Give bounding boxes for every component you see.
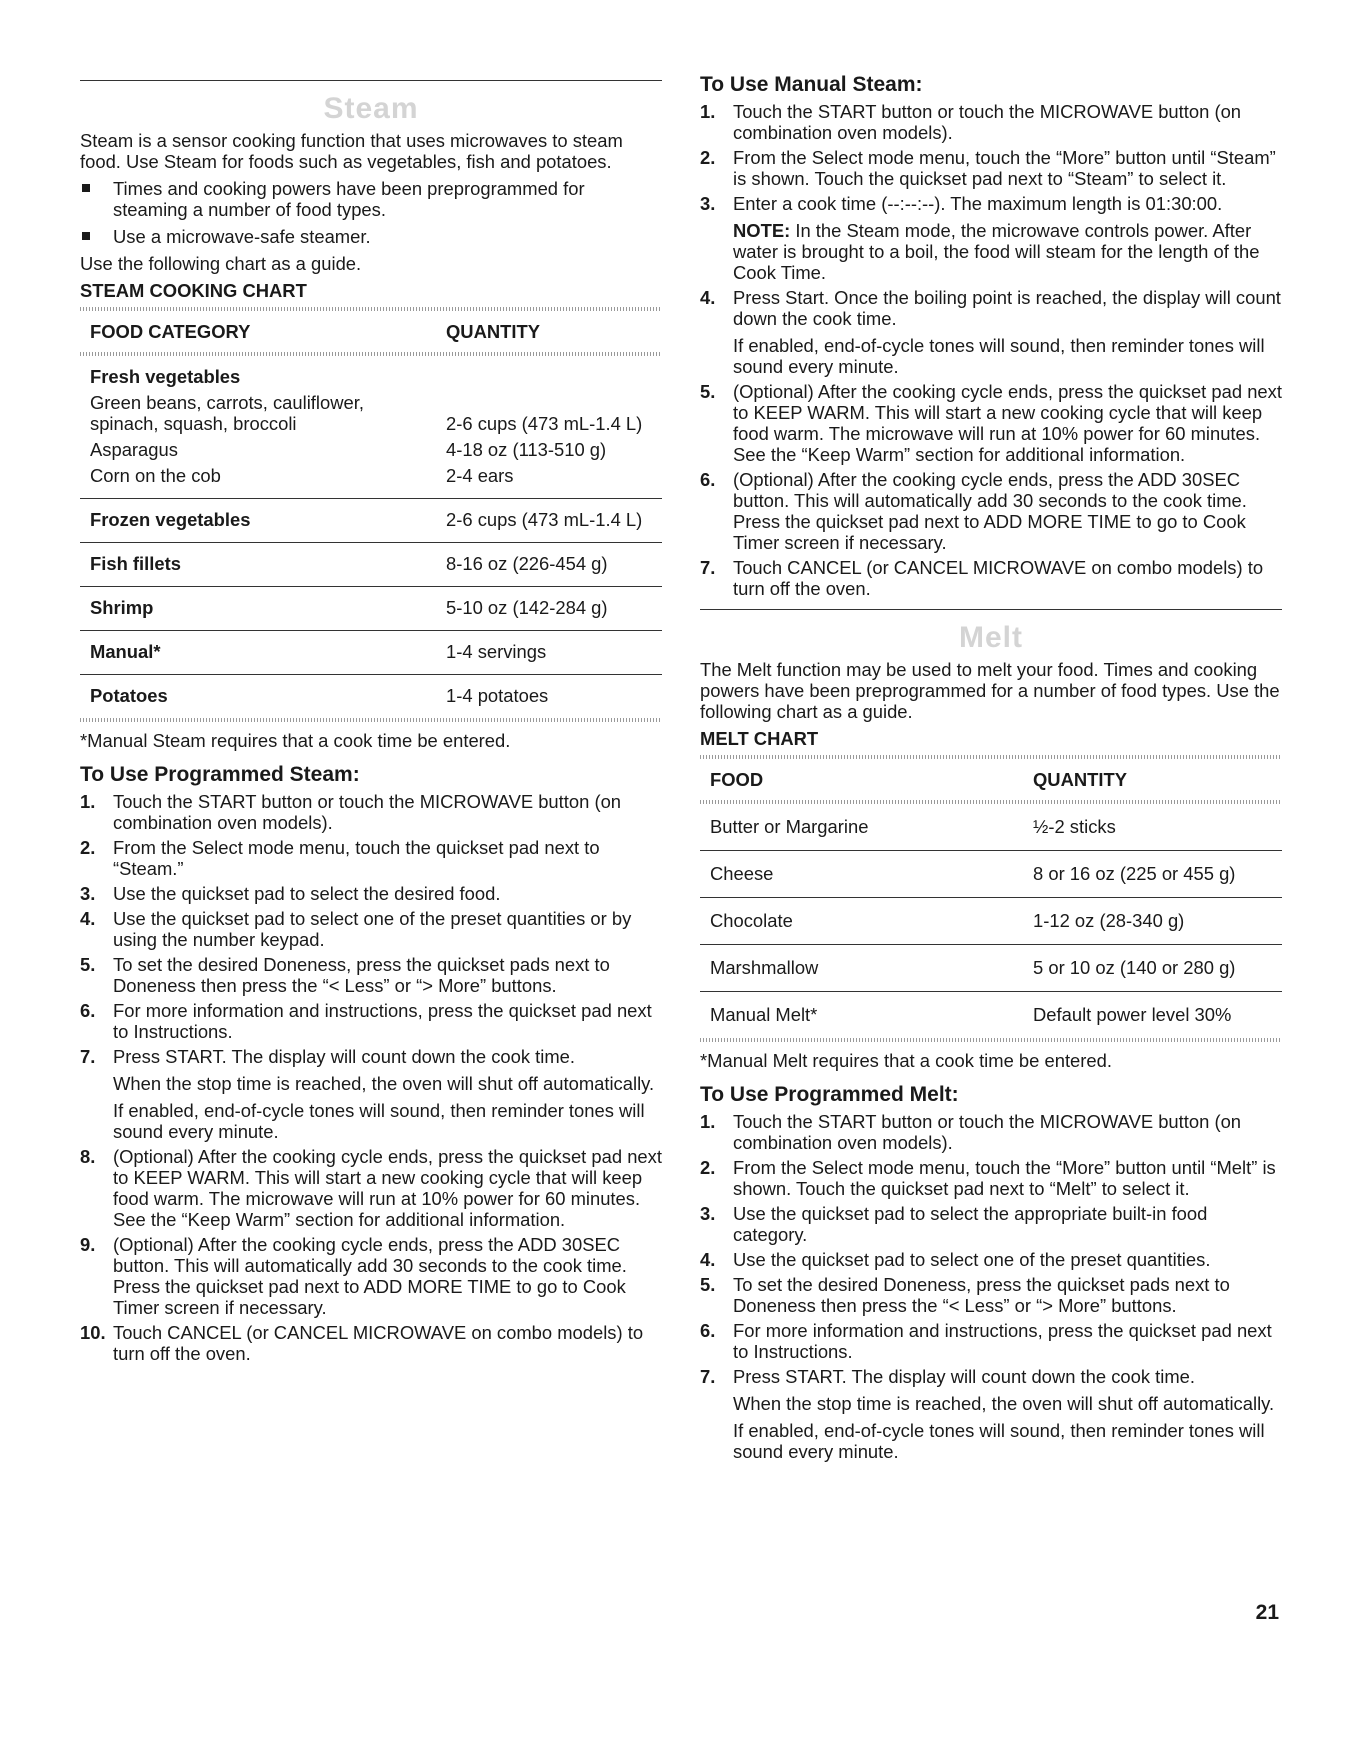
table-cell: 1-4 servings <box>436 631 662 675</box>
list-item: Use a microwave-safe steamer. <box>80 226 662 247</box>
table-cell: Manual Melt* <box>710 1004 818 1025</box>
table-cell: 2-6 cups (473 mL-1.4 L) <box>446 413 643 434</box>
list-item: 2. From the Select mode menu, touch the “More” button until “Steam” is shown. Touch the quickset pad next to “Steam” to select it. <box>700 147 1276 189</box>
table-row <box>700 804 1282 851</box>
table-cell: 5-10 oz (142-284 g) <box>436 587 662 631</box>
table-cell: Frozen vegetables <box>80 499 436 543</box>
table-cell: Asparagus <box>90 439 178 460</box>
list-item: 6. (Optional) After the cooking cycle ends, press the ADD 30SEC button. This will automatically add 30 seconds to the cook time. Press the quickset pad next to ADD MORE TIME to go to Cook Timer screen if necessary. <box>700 469 1247 553</box>
list-item: 5. To set the desired Doneness, press the quickset pads next to Doneness then press the “< Less” or “> More” buttons. <box>80 954 610 996</box>
melt-chart-title: MELT CHART <box>700 728 819 749</box>
list-item: 2. From the Select mode menu, touch the “More” button until “Melt” is shown. Touch the quickset pad next to “Melt” to select it. <box>700 1157 1276 1199</box>
left-column <box>80 80 662 1368</box>
table-cell: 2-4 ears <box>436 460 662 499</box>
melt-title: Melt <box>959 621 1023 654</box>
table-cell: Fish fillets <box>80 543 436 587</box>
programmed-melt-heading: To Use Programmed Melt: <box>700 1083 959 1106</box>
melt-chart-header <box>700 759 1282 800</box>
table-cell: Chocolate <box>700 898 1023 945</box>
steam-chart-header <box>80 311 662 352</box>
table-row <box>80 392 662 434</box>
list-item: 6. For more information and instructions, press the quickset pad next to Instructions. <box>80 1000 652 1042</box>
list-item: 3. Use the quickset pad to select the appropriate built-in food category. <box>700 1203 1208 1245</box>
table-row <box>700 992 1282 1039</box>
steam-intro: Steam is a sensor cooking function that uses microwaves to steam food. Use Steam for foods such as vegetables, fish and potatoes. <box>80 130 623 172</box>
column-header-food: FOOD <box>710 769 764 790</box>
table-divider <box>80 307 662 311</box>
table-cell: 8-16 oz (226-454 g) <box>436 543 662 587</box>
list-item: 6. For more information and instructions, press the quickset pad next to Instructions. <box>700 1320 1272 1362</box>
table-cell: Manual* <box>80 631 436 675</box>
table-cell: 8 or 16 oz (225 or 455 g) <box>1023 851 1282 898</box>
right-column <box>700 73 1282 1466</box>
table-divider <box>700 800 1282 804</box>
list-item: 9. (Optional) After the cooking cycle ends, press the ADD 30SEC button. This will automatically add 30 seconds to the cook time. Press the quickset pad next to ADD MORE TIME to go to Cook Timer screen if necessary. <box>80 1234 627 1318</box>
list-item: 1. Touch the START button or touch the MICROWAVE button (on combination oven models). <box>700 101 1242 143</box>
steam-title: Steam <box>323 92 419 125</box>
table-cell: 4-18 oz (113-510 g) <box>446 439 607 460</box>
list-item: 7. Press START. The display will count down the cook time. When the stop time is reached, the oven will shut off automatically. If enabled, end-of-cycle tones will sound, then reminder tones will sound every minute. <box>80 1046 655 1142</box>
table-cell: Fresh vegetables <box>90 366 241 387</box>
table-cell: 2-6 cups (473 mL-1.4 L) <box>436 499 662 543</box>
table-divider <box>700 1038 1282 1042</box>
melt-chart <box>700 804 1282 1038</box>
section-rule <box>700 609 1282 610</box>
table-row <box>80 499 662 543</box>
table-row <box>80 543 662 587</box>
list-item: 3. Use the quickset pad to select the desired food. <box>80 883 501 904</box>
steam-footnote: *Manual Steam requires that a cook time be entered. <box>80 730 511 751</box>
table-cell: Default power level 30% <box>1033 1004 1232 1025</box>
list-item: 10. Touch CANCEL (or CANCEL MICROWAVE on combo models) to turn off the oven. <box>80 1322 644 1364</box>
melt-footnote: *Manual Melt requires that a cook time be entered. <box>700 1050 1112 1071</box>
table-row <box>80 587 662 631</box>
list-item: Times and cooking powers have been preprogrammed for steaming a number of food types. <box>80 178 662 220</box>
table-row <box>80 675 662 719</box>
table-divider <box>80 352 662 356</box>
table-cell: 1-4 potatoes <box>446 685 549 706</box>
list-item: 4. Press Start. Once the boiling point is reached, the display will count down the cook time. If enabled, end-of-cycle tones will sound, then reminder tones will sound every minute. <box>700 287 1281 377</box>
table-cell: Potatoes <box>90 685 168 706</box>
table-cell: ½-2 sticks <box>1023 804 1282 851</box>
list-item: 7. Press START. The display will count down the cook time. When the stop time is reached, the oven will shut off automatically. If enabled, end-of-cycle tones will sound, then reminder tones will sound every minute. <box>700 1366 1275 1462</box>
note-label: NOTE: <box>733 220 791 241</box>
table-cell: Butter or Margarine <box>700 804 1023 851</box>
list-item: 2. From the Select mode menu, touch the quickset pad next to “Steam.” <box>80 837 600 879</box>
table-row <box>80 434 662 460</box>
manual-steam-heading: To Use Manual Steam: <box>700 73 923 96</box>
melt-intro: The Melt function may be used to melt your food. Times and cooking powers have been preprogrammed for a number of food types. Use the following chart as a guide. <box>700 659 1280 722</box>
list-item: 1. Touch the START button or touch the MICROWAVE button (on combination oven models). <box>80 791 622 833</box>
list-item: 7. Touch CANCEL (or CANCEL MICROWAVE on combo models) to turn off the oven. <box>700 557 1264 599</box>
table-row <box>700 898 1282 945</box>
list-item: 5. (Optional) After the cooking cycle ends, press the quickset pad next to KEEP WARM. This will start a new cooking cycle that will keep food warm. The microwave will run at 10% power for 60 minutes. See the “Keep Warm” section for additional information. <box>700 381 1282 465</box>
table-divider <box>80 718 662 722</box>
programmed-melt-steps <box>700 1111 1282 1462</box>
section-rule <box>80 80 662 81</box>
manual-steam-steps <box>700 101 1282 599</box>
table-divider <box>700 755 1282 759</box>
table-row <box>700 851 1282 898</box>
table-row <box>700 945 1282 992</box>
list-item: 8. (Optional) After the cooking cycle ends, press the quickset pad next to KEEP WARM. This will start a new cooking cycle that will keep food warm. The microwave will run at 10% power for 60 minutes. See the “Keep Warm” section for additional information. <box>80 1146 662 1230</box>
steam-chart-title: STEAM COOKING CHART <box>80 280 307 301</box>
table-row <box>80 460 662 499</box>
programmed-steam-heading: To Use Programmed Steam: <box>80 763 360 786</box>
programmed-steam-steps <box>80 791 662 1364</box>
table-cell: Shrimp <box>80 587 436 631</box>
column-header-food: FOOD CATEGORY <box>90 321 251 342</box>
steam-bullets <box>80 178 662 247</box>
column-header-quantity: QUANTITY <box>1033 769 1127 790</box>
table-cell: Green beans, carrots, cauliflower, spinach, squash, broccoli <box>90 392 364 434</box>
table-cell: Cheese <box>700 851 1023 898</box>
list-item: 5. To set the desired Doneness, press the quickset pads next to Doneness then press the “< Less” or “> More” buttons. <box>700 1274 1230 1316</box>
steam-guide: Use the following chart as a guide. <box>80 253 362 274</box>
table-cell: Corn on the cob <box>80 460 436 499</box>
list-item: 3. Enter a cook time (--:--:--). The maximum length is 01:30:00. NOTE: In the Steam mode, the microwave controls power. After water is brought to a boil, the food will steam for the length of the Cook Time. <box>700 193 1260 283</box>
table-cell: 1-12 oz (28-340 g) <box>1023 898 1282 945</box>
list-item: 4. Use the quickset pad to select one of the preset quantities or by using the number keypad. <box>80 908 632 950</box>
list-item: 4. Use the quickset pad to select one of the preset quantities. <box>700 1249 1211 1270</box>
steam-chart <box>80 366 662 718</box>
table-cell: 5 or 10 oz (140 or 280 g) <box>1023 945 1282 992</box>
column-header-quantity: QUANTITY <box>446 321 540 342</box>
table-cell: Marshmallow <box>700 945 1023 992</box>
table-row <box>80 631 662 675</box>
list-item: 1. Touch the START button or touch the MICROWAVE button (on combination oven models). <box>700 1111 1242 1153</box>
page-number: 21 <box>1255 1601 1279 1624</box>
